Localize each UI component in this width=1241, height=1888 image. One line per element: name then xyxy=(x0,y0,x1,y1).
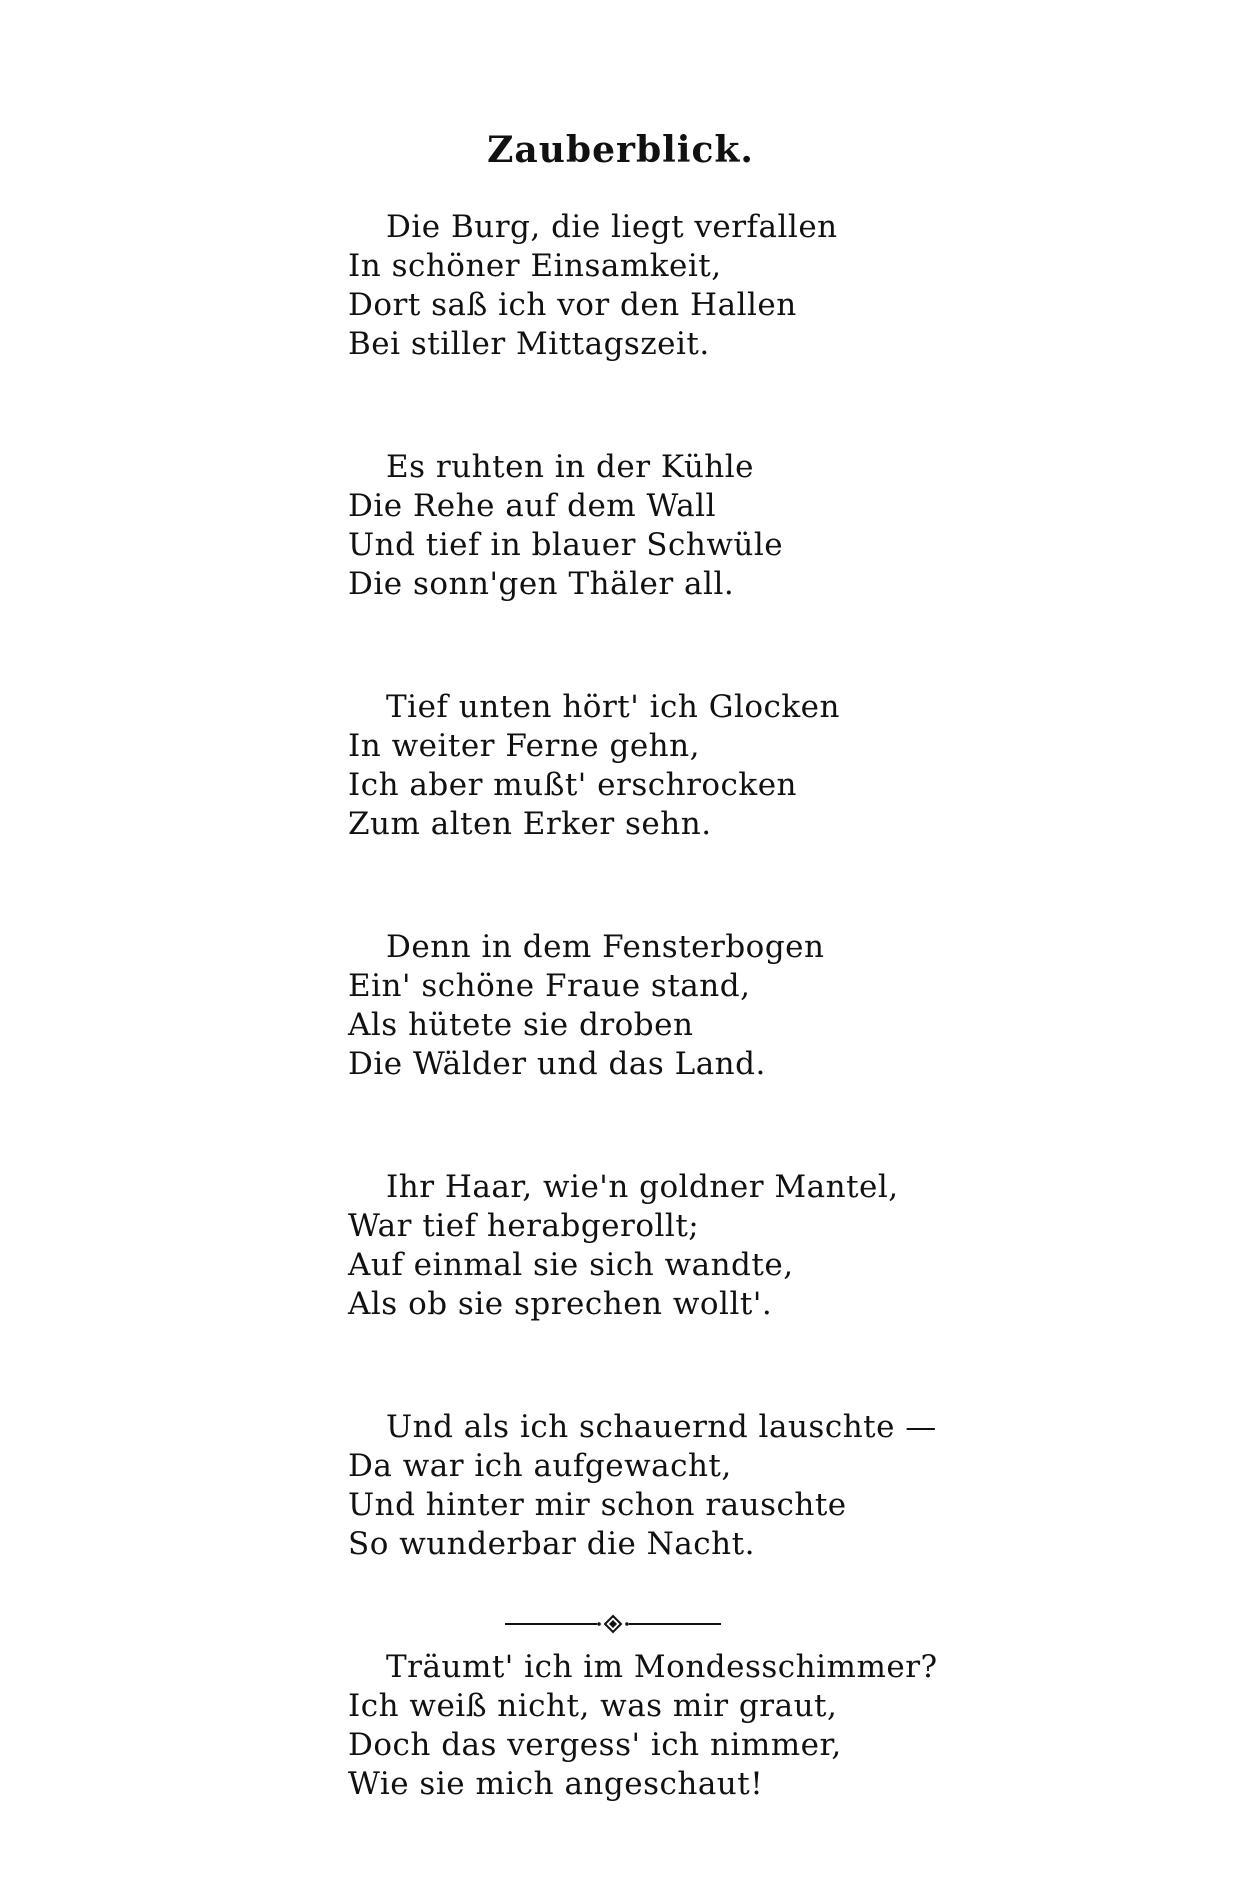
poem-line: Ein' schöne Fraue stand, xyxy=(348,968,751,1004)
poem-body xyxy=(348,208,1108,1888)
poem-line: War tief herabgerollt; xyxy=(348,1208,700,1244)
poem-line: Die Rehe auf dem Wall xyxy=(348,488,717,524)
poem-line: Wie sie mich angeschaut! xyxy=(348,1766,764,1802)
stanza-7 xyxy=(348,1648,1108,1804)
poem-line: Da war ich aufgewacht, xyxy=(348,1448,732,1484)
stanza-5 xyxy=(348,1168,1108,1324)
poem-line: Die sonn'gen Thäler all. xyxy=(348,566,735,602)
stanza-1 xyxy=(348,208,1108,364)
poem-line: Als ob sie sprechen wollt'. xyxy=(348,1286,773,1322)
diamond-rule-ornament-icon xyxy=(505,1614,721,1634)
poem-line: Denn in dem Fensterbogen xyxy=(386,929,825,965)
stanza-3 xyxy=(348,688,1108,844)
poem-line: Es ruhten in der Kühle xyxy=(386,449,755,485)
poem-line: Bei stiller Mittagszeit. xyxy=(348,326,710,362)
stanza-4 xyxy=(348,928,1108,1084)
poem-line: Und tief in blauer Schwüle xyxy=(348,527,784,563)
poem-line: Ihr Haar, wie'n goldner Mantel, xyxy=(386,1169,899,1205)
stanza-6 xyxy=(348,1408,1108,1564)
poem-line: Die Wälder und das Land. xyxy=(348,1046,766,1082)
poem-title: Zauberblick. xyxy=(487,129,754,171)
poem-line: Ich aber mußt' erschrocken xyxy=(348,767,798,803)
poem-line: Doch das vergess' ich nimmer, xyxy=(348,1727,842,1763)
poem-line: Dort saß ich vor den Hallen xyxy=(348,287,797,323)
poem-line: Und hinter mir schon rauschte xyxy=(348,1487,847,1523)
poem-line: So wunderbar die Nacht. xyxy=(348,1526,755,1562)
stanza-2 xyxy=(348,448,1108,604)
poem-line: In schöner Einsamkeit, xyxy=(348,248,722,284)
poem-line: In weiter Ferne gehn, xyxy=(348,728,700,764)
poem-line: Zum alten Erker sehn. xyxy=(348,806,712,842)
poem-line: Die Burg, die liegt verfallen xyxy=(386,209,838,245)
poem-line: Ich weiß nicht, was mir graut, xyxy=(348,1688,838,1724)
poem-line: Auf einmal sie sich wandte, xyxy=(348,1247,794,1283)
poem-line: Als hütete sie droben xyxy=(348,1007,694,1043)
poem-line: Träumt' ich im Mondesschimmer? xyxy=(386,1649,938,1685)
poem-line: Tief unten hört' ich Glocken xyxy=(386,689,840,725)
poem-line: Und als ich schauernd lauschte — xyxy=(386,1409,937,1445)
